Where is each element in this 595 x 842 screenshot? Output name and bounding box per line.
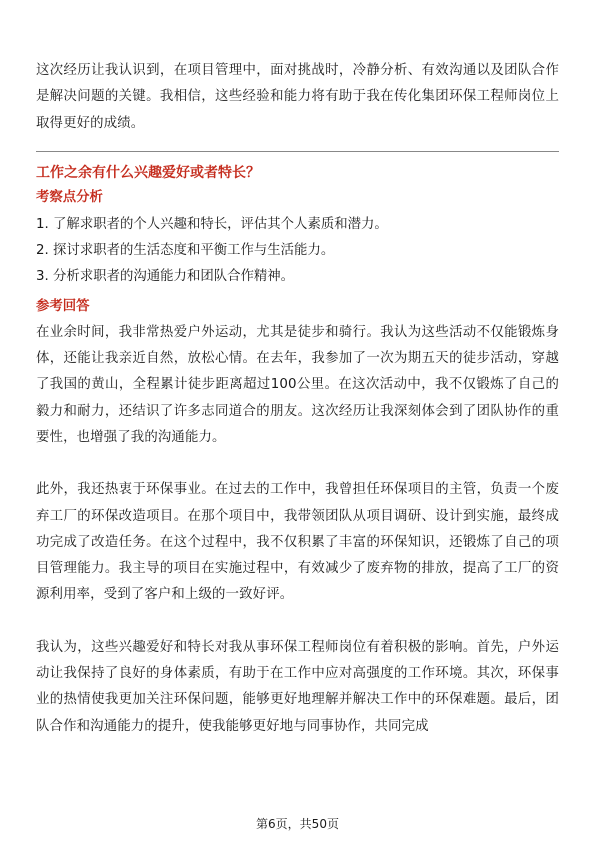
answer-heading: 参考回答 bbox=[36, 298, 90, 314]
answer-paragraph: 在业余时间，我非常热爱户外运动，尤其是徒步和骑行。我认为这些活动不仅能锻炼身体，还能让我亲近自然，放松心情。在去年，我参加了一次为期五天的徒步活动，穿越了我国的黄山，全程累计徒步距离超过100公里。在这次活动中，我不仅锻炼了自己的毅力和耐力，还结识了许多志同道合的朋友。这次经历让我深刻体会到了团队协作的重要性，也增强了我的沟通能力。 bbox=[36, 324, 559, 445]
page-content bbox=[36, 58, 559, 740]
analysis-point: 1. 了解求职者的个人兴趣和特长，评估其个人素质和潜力。 bbox=[36, 216, 388, 232]
analysis-list bbox=[36, 212, 559, 291]
analysis-heading: 考察点分析 bbox=[36, 189, 103, 205]
question-title: 工作之余有什么兴趣爱好或者特长？ bbox=[36, 164, 260, 181]
analysis-point: 3. 分析求职者的沟通能力和团队合作精神。 bbox=[36, 269, 295, 285]
page-number: 第6页，共50页 bbox=[256, 817, 339, 831]
answer-paragraph: 此外，我还热衷于环保事业。在过去的工作中，我曾担任环保项目的主管，负责一个废弃工厂的环保改造项目。在那个项目中，我带领团队从项目调研、设计到实施，最终成功完成了改造任务。在这个过程中，我不仅积累了丰富的环保知识，还锻炼了自己的项目管理能力。我主导的项目在实施过程中，有效减少了废弃物的排放，提高了工厂的资源利用率，受到了客户和上级的一致好评。 bbox=[36, 482, 559, 603]
intro-paragraph: 这次经历让我认识到，在项目管理中，面对挑战时，冷静分析、有效沟通以及团队合作是解决问题的关键。我相信，这些经验和能力将有助于我在传化集团环保工程师岗位上取得更好的成绩。 bbox=[36, 63, 559, 131]
analysis-point: 2. 探讨求职者的生活态度和平衡工作与生活能力。 bbox=[36, 243, 335, 259]
answer-paragraph: 我认为，这些兴趣爱好和特长对我从事环保工程师岗位有着积极的影响。首先，户外运动让我保持了良好的身体素质，有助于在工作中应对高强度的工作环境。其次，环保事业的热情使我更加关注环保问题，能够更好地理解并解决工作中的环保难题。最后，团队合作和沟通能力的提升，使我能够更好地与同事协作，共同完成 bbox=[36, 639, 559, 734]
section-divider bbox=[36, 151, 559, 152]
